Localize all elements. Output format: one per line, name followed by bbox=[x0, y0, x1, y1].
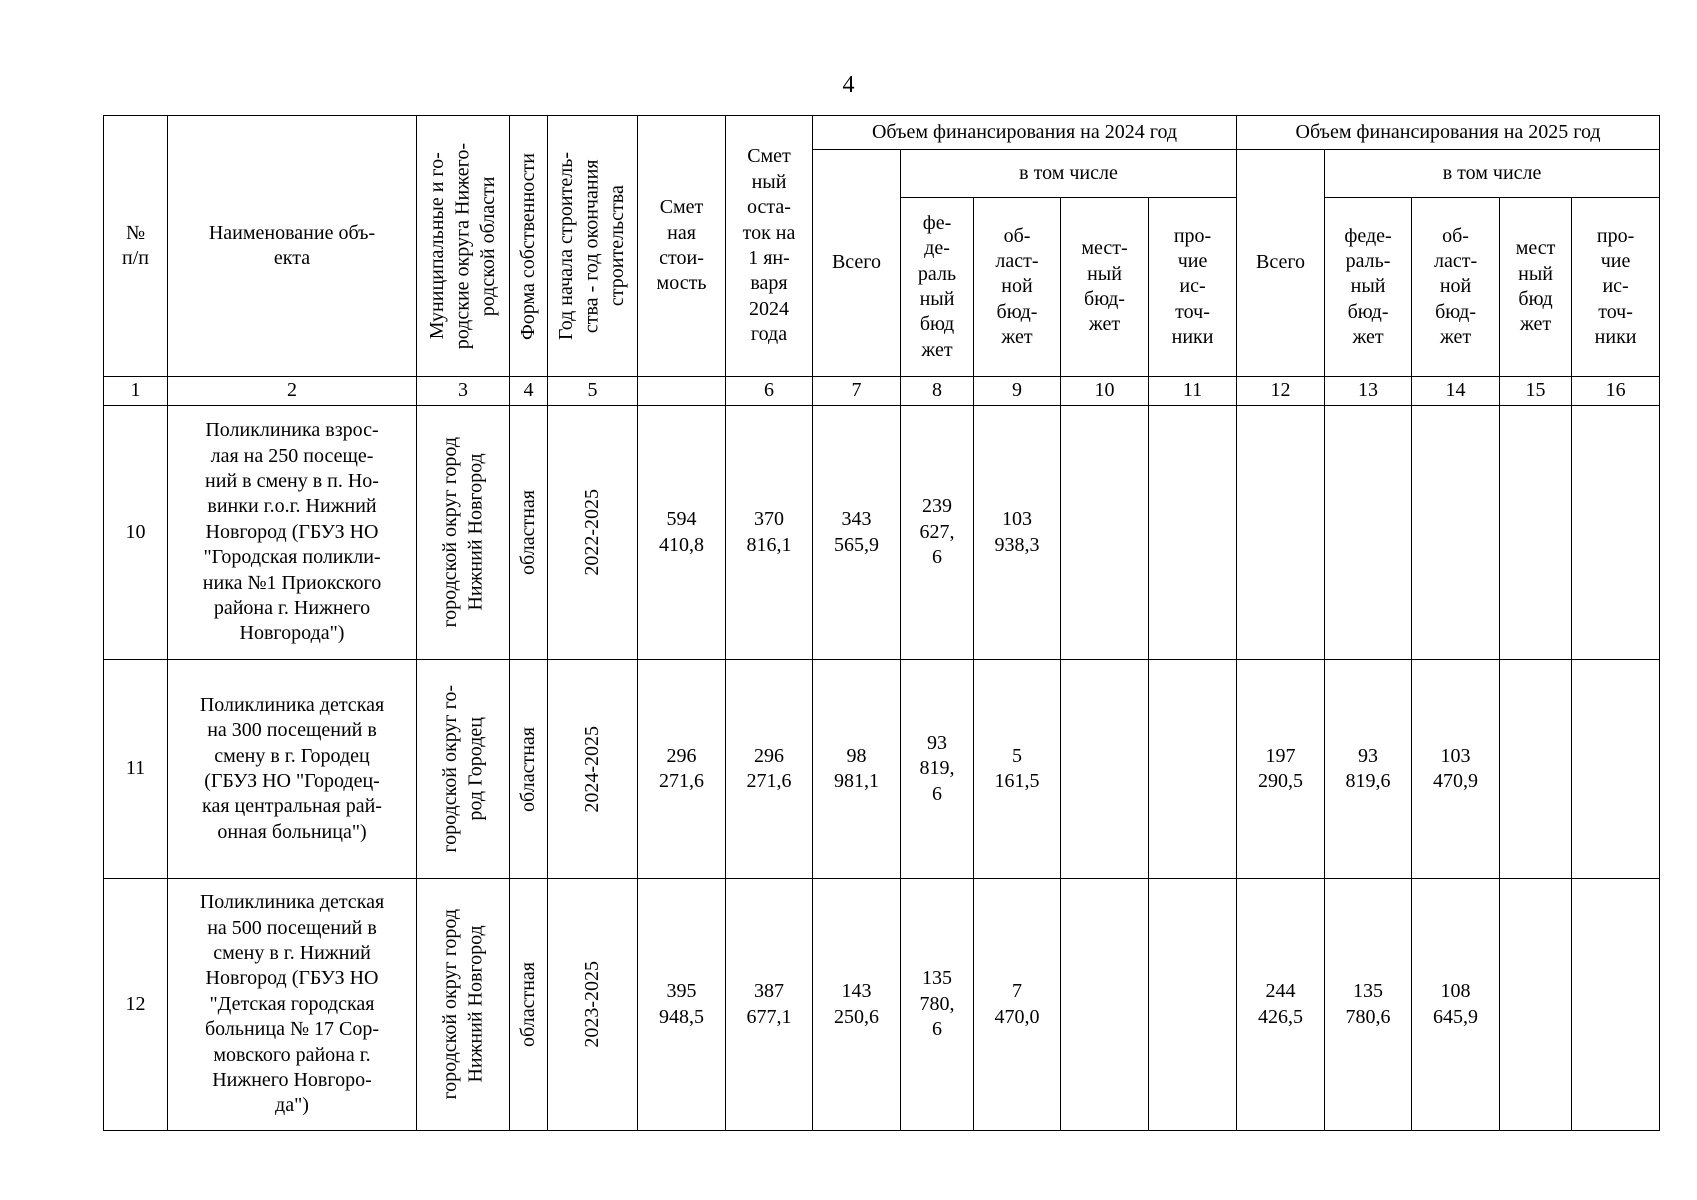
col-index: 11 bbox=[1149, 377, 1237, 406]
row-oth-2024 bbox=[1149, 879, 1237, 1131]
row-total-2025: 244 426,5 bbox=[1237, 879, 1325, 1131]
column-index-row bbox=[104, 377, 1660, 406]
col-index: 9 bbox=[974, 377, 1061, 406]
row-years: 2023-2025 bbox=[580, 961, 603, 1048]
row-estimate-remainder: 387 677,1 bbox=[726, 879, 813, 1131]
header-years-cell bbox=[548, 116, 638, 377]
col-index: 10 bbox=[1061, 377, 1149, 406]
row-years-cell bbox=[548, 879, 638, 1131]
row-name: Поликлиника детская на 300 посещений в смену в г. Городец (ГБУЗ НО "Городец- кая центральная рай- онная больница") bbox=[168, 660, 417, 879]
col-index: 7 bbox=[813, 377, 901, 406]
header-ownership: Форма собственности bbox=[516, 152, 539, 340]
row-total-2024: 343 565,9 bbox=[813, 406, 901, 660]
row-fed-2025: 93 819,6 bbox=[1325, 660, 1412, 879]
header-municipality: Муниципальные и го- родские округа Нижего- родской области bbox=[425, 142, 499, 350]
header-fed-2024: фе- де- раль ный бюд жет bbox=[901, 198, 974, 377]
row-num: 11 bbox=[104, 660, 168, 879]
row-reg-2025 bbox=[1412, 406, 1500, 660]
row-municipality: городской округ го- род Городец bbox=[438, 685, 486, 853]
header-ownership-cell bbox=[510, 116, 548, 377]
row-total-2025 bbox=[1237, 406, 1325, 660]
table-row bbox=[104, 879, 1660, 1131]
header-incl-2025: в том числе bbox=[1325, 150, 1660, 198]
row-municipality: городской округ город Нижний Новгород bbox=[438, 437, 486, 628]
row-name: Поликлиника взрос- лая на 250 посеще- ний в смену в п. Но- винки г.о.г. Нижний Новгород (ГБУЗ НО "Городская поликли- ника №1 Приокского района г. Нижнего Новгорода") bbox=[168, 406, 417, 660]
row-ownership: областная bbox=[516, 962, 539, 1047]
row-years-cell bbox=[548, 406, 638, 660]
header-loc-2024: мест- ный бюд- жет bbox=[1061, 198, 1149, 377]
row-municipality-cell bbox=[417, 660, 510, 879]
row-reg-2024: 7 470,0 bbox=[974, 879, 1061, 1131]
row-num: 12 bbox=[104, 879, 168, 1131]
row-loc-2024 bbox=[1061, 406, 1149, 660]
header-municipality-cell bbox=[417, 116, 510, 377]
row-reg-2025: 103 470,9 bbox=[1412, 660, 1500, 879]
row-oth-2024 bbox=[1149, 406, 1237, 660]
row-estimate-remainder: 296 271,6 bbox=[726, 660, 813, 879]
table-row bbox=[104, 406, 1660, 660]
row-loc-2024 bbox=[1061, 879, 1149, 1131]
header-incl-2024: в том числе bbox=[901, 150, 1237, 198]
page-number: 4 bbox=[842, 72, 855, 98]
col-index: 15 bbox=[1500, 377, 1572, 406]
row-name: Поликлиника детская на 500 посещений в смену в г. Нижний Новгород (ГБУЗ НО "Детская городская больница № 17 Сор- мовского района г. Нижнего Новгоро- да") bbox=[168, 879, 417, 1131]
col-index: 4 bbox=[510, 377, 548, 406]
col-index: 13 bbox=[1325, 377, 1412, 406]
row-total-2024: 143 250,6 bbox=[813, 879, 901, 1131]
row-fed-2024: 239 627, 6 bbox=[901, 406, 974, 660]
row-municipality-cell bbox=[417, 879, 510, 1131]
row-loc-2025 bbox=[1500, 406, 1572, 660]
header-reg-2024: об- ласт- ной бюд- жет bbox=[974, 198, 1061, 377]
row-ownership-cell bbox=[510, 660, 548, 879]
row-estimate-cost: 594 410,8 bbox=[638, 406, 726, 660]
row-total-2025: 197 290,5 bbox=[1237, 660, 1325, 879]
header-reg-2025: об- ласт- ной бюд- жет bbox=[1412, 198, 1500, 377]
header-estimate-remainder: Смет ный оста- ток на 1 ян- варя 2024 года bbox=[726, 116, 813, 377]
col-index: 6 bbox=[726, 377, 813, 406]
row-ownership-cell bbox=[510, 879, 548, 1131]
header-oth-2024: про- чие ис- точ- ники bbox=[1149, 198, 1237, 377]
row-estimate-cost: 296 271,6 bbox=[638, 660, 726, 879]
header-estimate-cost: Смет ная стои- мость bbox=[638, 116, 726, 377]
row-loc-2025 bbox=[1500, 879, 1572, 1131]
row-estimate-remainder: 370 816,1 bbox=[726, 406, 813, 660]
header-total-2024: Всего bbox=[813, 150, 901, 377]
col-index: 12 bbox=[1237, 377, 1325, 406]
col-index: 3 bbox=[417, 377, 510, 406]
header-fed-2025: феде- раль- ный бюд- жет bbox=[1325, 198, 1412, 377]
row-oth-2024 bbox=[1149, 660, 1237, 879]
header-funding-2025: Объем финансирования на 2025 год bbox=[1237, 116, 1660, 150]
row-num: 10 bbox=[104, 406, 168, 660]
col-index: 14 bbox=[1412, 377, 1500, 406]
row-estimate-cost: 395 948,5 bbox=[638, 879, 726, 1131]
row-loc-2024 bbox=[1061, 660, 1149, 879]
row-fed-2024: 135 780, 6 bbox=[901, 879, 974, 1131]
row-ownership-cell bbox=[510, 406, 548, 660]
row-years-cell bbox=[548, 660, 638, 879]
header-name: Наименование объ- екта bbox=[168, 116, 417, 377]
col-index bbox=[638, 377, 726, 406]
row-years: 2024-2025 bbox=[580, 725, 603, 813]
header-total-2025: Всего bbox=[1237, 150, 1325, 377]
row-total-2024: 98 981,1 bbox=[813, 660, 901, 879]
table-row bbox=[104, 660, 1660, 879]
row-municipality: городской округ город Нижний Новгород bbox=[438, 909, 486, 1100]
row-reg-2024: 103 938,3 bbox=[974, 406, 1061, 660]
row-ownership: областная bbox=[516, 490, 539, 575]
col-index: 5 bbox=[548, 377, 638, 406]
row-oth-2025 bbox=[1572, 660, 1660, 879]
header-oth-2025: про- чие ис- точ- ники bbox=[1572, 198, 1660, 377]
row-reg-2025: 108 645,9 bbox=[1412, 879, 1500, 1131]
header-num: № п/п bbox=[104, 116, 168, 377]
header-row-1 bbox=[104, 116, 1660, 150]
row-municipality-cell bbox=[417, 406, 510, 660]
row-loc-2025 bbox=[1500, 660, 1572, 879]
row-reg-2024: 5 161,5 bbox=[974, 660, 1061, 879]
col-index: 16 bbox=[1572, 377, 1660, 406]
row-oth-2025 bbox=[1572, 406, 1660, 660]
row-years: 2022-2025 bbox=[580, 489, 603, 576]
col-index: 1 bbox=[104, 377, 168, 406]
header-years: Год начала строитель- ства - год окончания строительства bbox=[555, 151, 629, 341]
row-ownership: областная bbox=[516, 726, 539, 812]
row-oth-2025 bbox=[1572, 879, 1660, 1131]
col-index: 2 bbox=[168, 377, 417, 406]
col-index: 8 bbox=[901, 377, 974, 406]
financing-table bbox=[103, 115, 1660, 1131]
header-funding-2024: Объем финансирования на 2024 год bbox=[813, 116, 1237, 150]
header-loc-2025: мест ный бюд жет bbox=[1500, 198, 1572, 377]
row-fed-2024: 93 819, 6 bbox=[901, 660, 974, 879]
row-fed-2025: 135 780,6 bbox=[1325, 879, 1412, 1131]
row-fed-2025 bbox=[1325, 406, 1412, 660]
